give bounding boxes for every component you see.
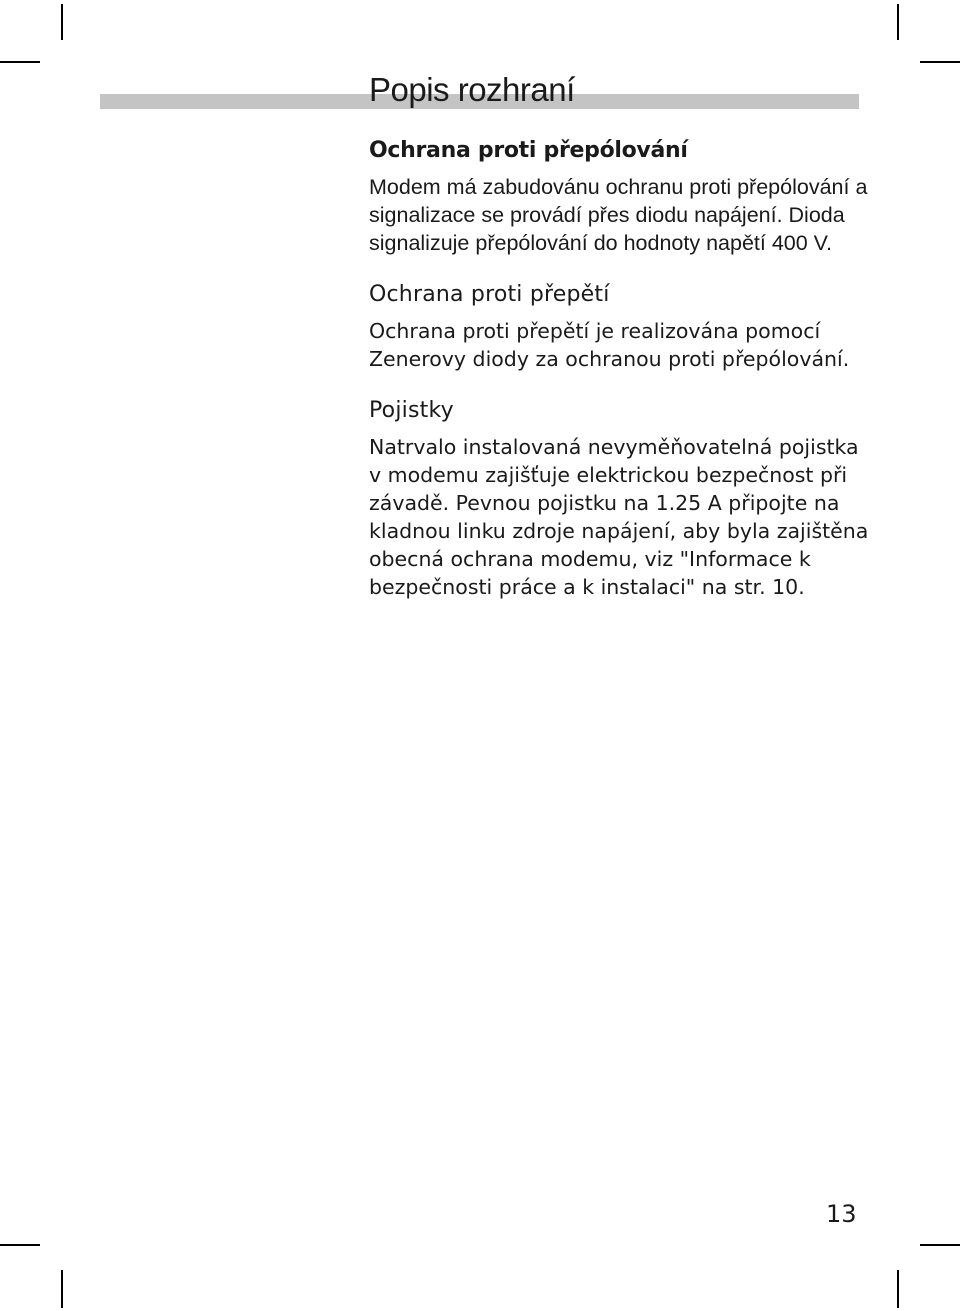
- section-heading: Pojistky: [369, 398, 454, 423]
- section-heading: Ochrana proti přepětí: [369, 282, 610, 307]
- crop-mark-bottom-left-horizontal: [0, 1244, 40, 1246]
- section-body: Modem má zabudovánu ochranu proti přepólování a signalizace se provádí přes diodu napájení. Dioda signalizuje přepólování do hodnoty napětí 400 V.: [369, 175, 868, 255]
- section-heading: Ochrana proti přepólování: [369, 138, 688, 163]
- main-content: [369, 136, 869, 624]
- crop-mark-bottom-right-horizontal: [920, 1244, 960, 1246]
- crop-mark-bottom-right-vertical: [897, 1270, 899, 1308]
- page-number: 13: [826, 1200, 857, 1228]
- section-reverse-polarity: [369, 136, 869, 257]
- crop-mark-top-left-horizontal: [0, 61, 40, 63]
- crop-mark-bottom-left-vertical: [61, 1270, 63, 1308]
- section-body: Ochrana proti přepětí je realizována pomocí Zenerovy diody za ochranou proti přepólování.: [369, 319, 850, 371]
- section-fuses: [369, 396, 869, 601]
- crop-mark-top-right-horizontal: [920, 61, 960, 63]
- section-overvoltage: [369, 280, 869, 373]
- page-title: Popis rozhraní: [369, 71, 575, 108]
- crop-mark-top-left-vertical: [61, 4, 63, 40]
- section-body: Natrvalo instalovaná nevyměňovatelná pojistka v modemu zajišťuje elektrickou bezpečnost při závadě. Pevnou pojistku na 1.25 A připojte na kladnou linku zdroje napájení, aby byla zajištěna obecná ochrana modemu, viz "Informace k bezpečnosti práce a k instalaci" na str. 10.: [369, 435, 869, 599]
- crop-mark-top-right-vertical: [897, 4, 899, 40]
